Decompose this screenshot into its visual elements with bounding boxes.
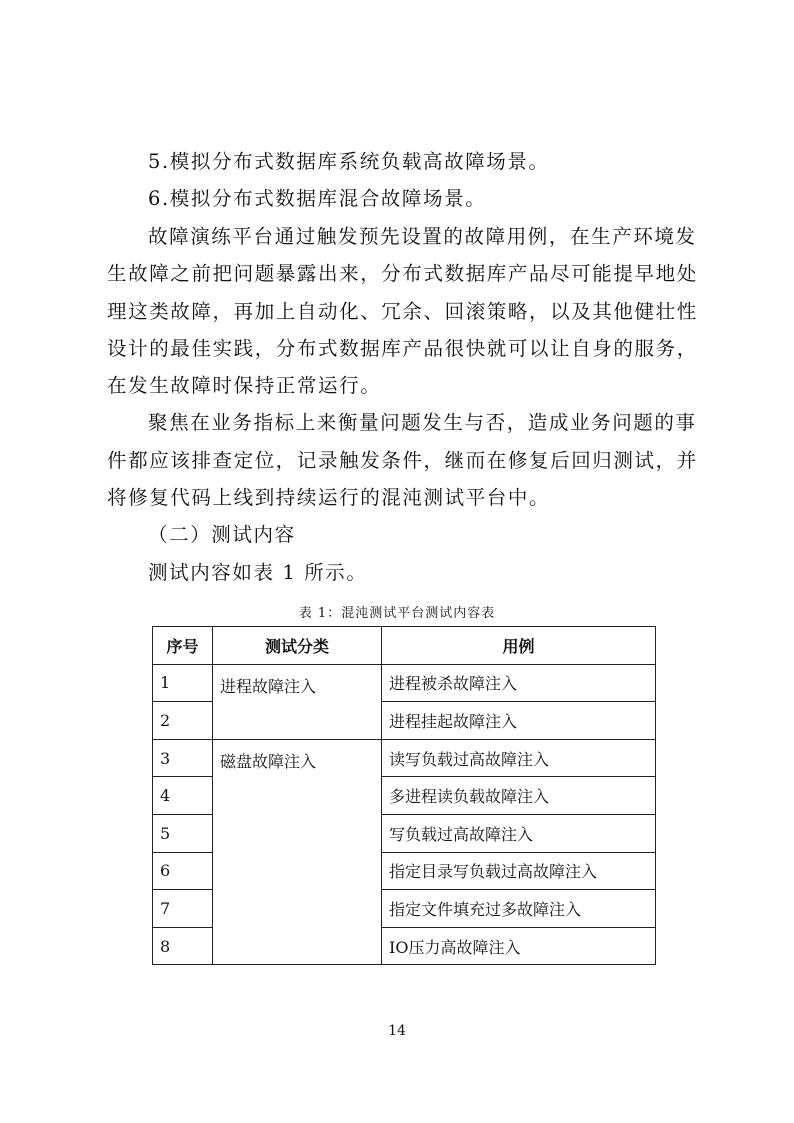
table-row bbox=[153, 664, 656, 702]
cell-case: IO压力高故障注入 bbox=[382, 927, 656, 965]
paragraph-1-line-2: 生故障之前把问题暴露出来，分布式数据库产品尽可能提早地处 bbox=[107, 262, 698, 285]
cell-no: 7 bbox=[153, 890, 213, 928]
header-case: 用例 bbox=[382, 627, 656, 665]
page-number: 14 bbox=[388, 1023, 406, 1039]
cell-case: 写负载过高故障注入 bbox=[382, 814, 656, 852]
cell-no: 5 bbox=[153, 814, 213, 852]
cell-case: 进程被杀故障注入 bbox=[382, 664, 656, 702]
cell-no: 3 bbox=[153, 739, 213, 777]
cell-no: 8 bbox=[153, 927, 213, 965]
cell-case: 指定文件填充过多故障注入 bbox=[382, 890, 656, 928]
cell-case: 读写负载过高故障注入 bbox=[382, 739, 656, 777]
cell-no: 4 bbox=[153, 777, 213, 815]
list-item-6: 6.模拟分布式数据库混合故障场景。 bbox=[148, 187, 487, 210]
cell-category: 磁盘故障注入 bbox=[213, 739, 382, 965]
cell-no: 1 bbox=[153, 664, 213, 702]
cell-no: 6 bbox=[153, 852, 213, 890]
table-intro: 测试内容如表 1 所示。 bbox=[148, 561, 368, 584]
cell-case: 指定目录写负载过高故障注入 bbox=[382, 852, 656, 890]
paragraph-2-line-3: 将修复代码上线到持续运行的混沌测试平台中。 bbox=[107, 486, 551, 509]
header-no: 序号 bbox=[153, 627, 213, 665]
header-category: 测试分类 bbox=[213, 627, 382, 665]
table-caption: 表 1：混沌测试平台测试内容表 bbox=[298, 606, 496, 621]
section-heading: （二）测试内容 bbox=[148, 523, 296, 546]
table-header-row bbox=[153, 627, 656, 665]
paragraph-1-line-5: 在发生故障时保持正常运行。 bbox=[107, 374, 382, 397]
paragraph-2-line-2: 件都应该排查定位，记录触发条件，继而在修复后回归测试，并 bbox=[107, 449, 698, 472]
cell-case: 进程挂起故障注入 bbox=[382, 702, 656, 740]
cell-no: 2 bbox=[153, 702, 213, 740]
paragraph-2-line-1: 聚焦在业务指标上来衡量问题发生与否，造成业务问题的事 bbox=[148, 411, 697, 434]
table-row bbox=[153, 739, 656, 777]
cell-category: 进程故障注入 bbox=[213, 664, 382, 739]
cell-case: 多进程读负载故障注入 bbox=[382, 777, 656, 815]
paragraph-1-line-3: 理这类故障，再加上自动化、冗余、回滚策略，以及其他健壮性 bbox=[107, 300, 698, 323]
test-content-table bbox=[152, 626, 656, 965]
paragraph-1-line-1: 故障演练平台通过触发预先设置的故障用例，在生产环境发 bbox=[148, 225, 697, 248]
paragraph-1-line-4: 设计的最佳实践，分布式数据库产品很快就可以让自身的服务， bbox=[107, 337, 698, 360]
list-item-5: 5.模拟分布式数据库系统负载高故障场景。 bbox=[148, 150, 550, 173]
